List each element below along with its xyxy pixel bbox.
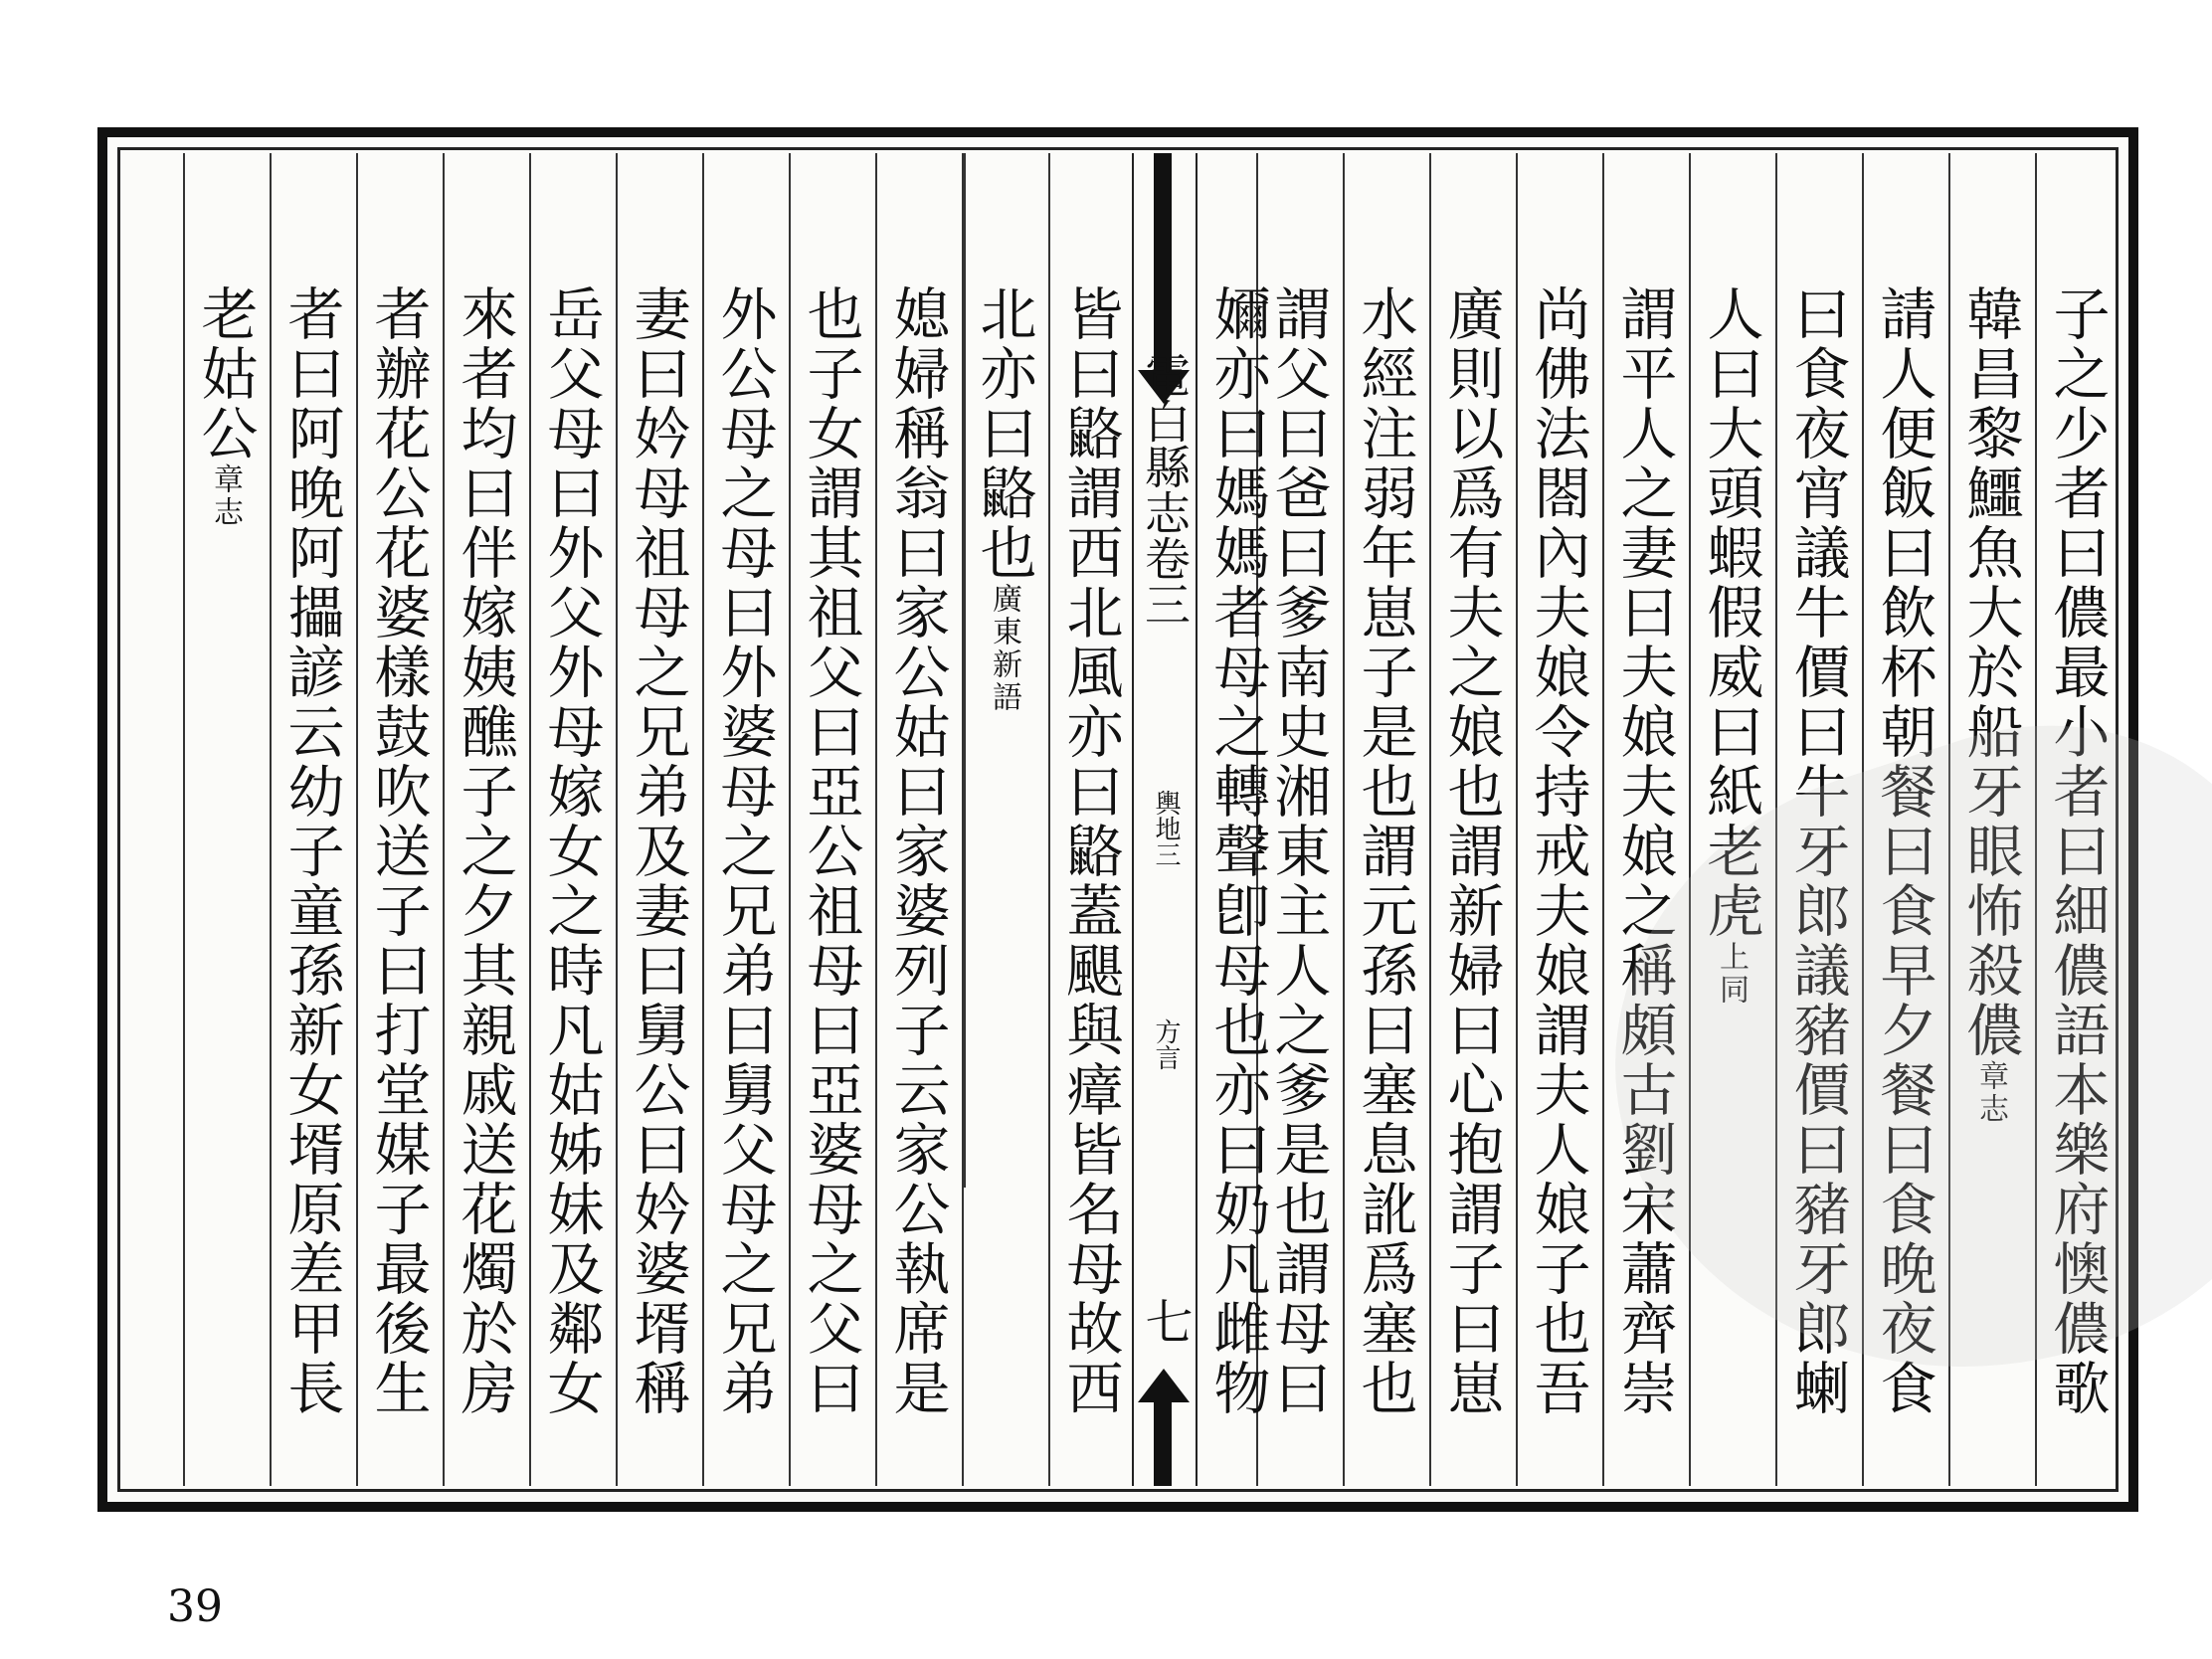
text-column: 水經注弱年崽子是也謂元孫曰塞息訛爲塞也	[1343, 153, 1426, 1486]
subsection-label: 方言	[1151, 1018, 1181, 1070]
text-column: 尚佛法閤內夫娘令持戒夫娘謂夫人娘子也吾	[1516, 153, 1599, 1486]
text-column: 老姑公章志	[183, 153, 267, 1486]
text-column: 媳婦稱翁曰家公姑曰家婆列子云家公執席是	[875, 153, 959, 1486]
text-column: 嬭亦曰媽媽者母之轉聲卽母也亦曰奶凡雌物	[1204, 284, 1270, 1418]
text-column: 岳父母曰外父外母嫁女之時凡姑姊妹及鄰女	[529, 153, 613, 1486]
text-column: 者曰阿晚阿攂諺云幼子童孫新女壻原差甲長	[270, 153, 353, 1486]
text-column: 請人便飯曰飲杯朝餐曰食早夕餐曰食晚夜食	[1862, 153, 1945, 1486]
small-note: 上同	[1714, 941, 1749, 1007]
volume-title: 電白縣志卷三	[1138, 352, 1192, 627]
page-number: 39	[167, 1581, 223, 1632]
text-column: 韓昌黎鱷魚大於船牙眼怖殺儂章志	[1948, 153, 2032, 1486]
text-column: 謂父曰爸曰爹南史湘東主人之爹是也謂母曰	[1256, 153, 1340, 1486]
text-column: 曰食夜宵議牛價曰牛牙郎議豬價曰豬牙郎蝲	[1775, 153, 1859, 1486]
ban-xin-fold	[1132, 153, 1198, 1486]
text-column: 子之少者曰儂最小者曰細儂語本樂府懊儂歌	[2035, 153, 2119, 1486]
fish-rod-bottom	[1154, 1402, 1172, 1486]
text-column: 皆曰䶅謂西北風亦曰䶅蓋颶與瘴皆名母故西	[1048, 153, 1132, 1486]
text-column: 來者均曰伴嫁姨醮子之夕其親戚送花燭於房	[443, 153, 526, 1486]
text-column: 者辦花公花婆樣鼓吹送子曰打堂媒子最後生	[356, 153, 440, 1486]
small-note: 章志	[1973, 1060, 2008, 1126]
leaf-number: 七	[1137, 1297, 1193, 1345]
small-note: 廣東新語	[987, 583, 1021, 714]
text-column: 妻曰妗母祖母之兄弟及妻曰舅公曰妗婆壻稱	[616, 153, 699, 1486]
text-column: 北亦曰䶅也廣東新語	[962, 153, 1045, 1486]
text-column: 外公母之母曰外婆母之兄弟曰舅父母之兄弟	[702, 153, 786, 1486]
small-note: 章志	[208, 463, 243, 529]
text-column: 人曰大頭蝦假威曰紙老虎上同	[1689, 153, 1772, 1486]
page-frame	[97, 127, 2138, 1512]
text-column: 謂平人之妻曰夫娘夫娘之稱頗古劉宋蕭齊崇	[1602, 153, 1686, 1486]
text-column: 廣則以爲有夫之娘也謂新婦曰心抱謂子曰崽	[1429, 153, 1513, 1486]
fish-rod-top	[1154, 153, 1172, 372]
text-column: 也子女謂其祖父曰亞公祖母曰亞婆母之父曰	[789, 153, 872, 1486]
fish-tail-bottom	[1138, 1369, 1190, 1402]
section-label: 輿地三	[1151, 790, 1181, 867]
